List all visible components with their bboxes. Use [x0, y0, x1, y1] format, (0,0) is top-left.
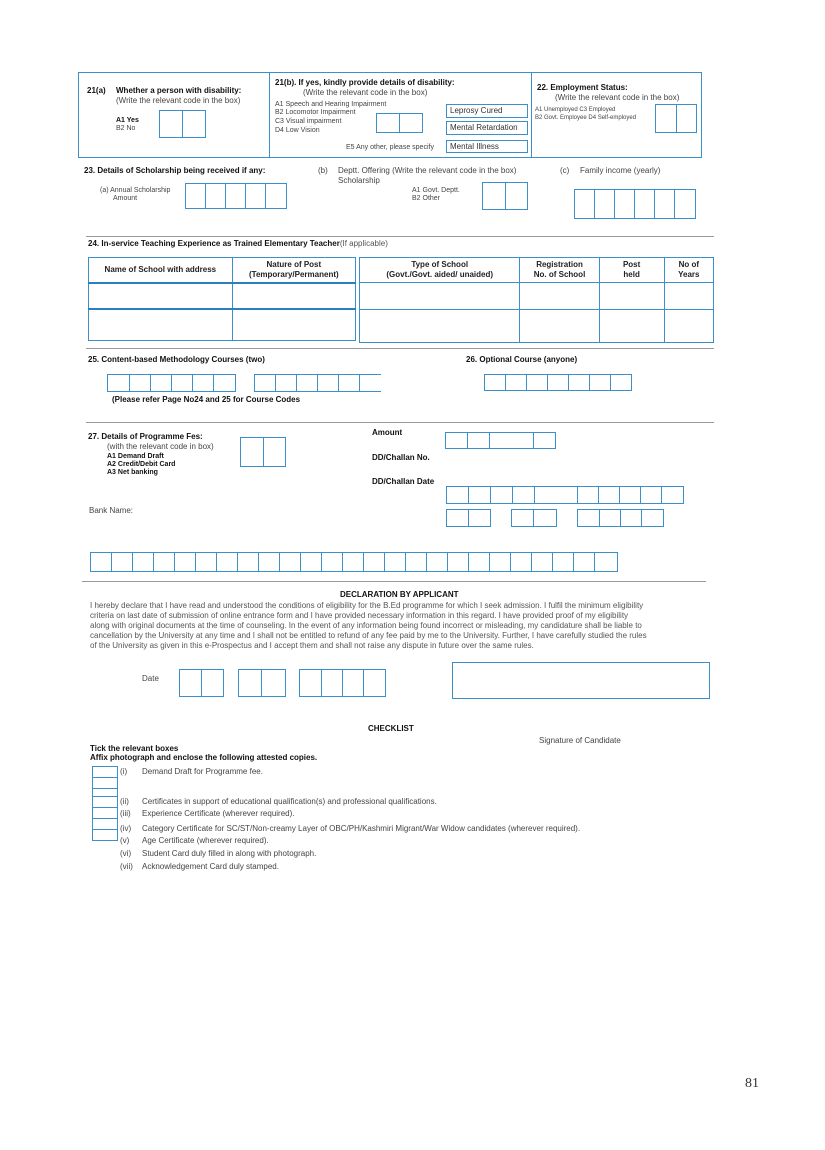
dd-challan-no-input[interactable] [446, 486, 688, 504]
page-number: 81 [745, 1076, 759, 1091]
mental-illness-option: Mental Illness [446, 140, 528, 153]
q21b-option: C3 Visual impairment [275, 118, 342, 125]
section-divider [86, 422, 714, 423]
checklist-item-num: (iii) [120, 809, 131, 818]
q23b-prefix: (b) [318, 166, 328, 175]
dd-challan-date-label: DD/Challan Date [372, 477, 435, 486]
checklist-item-num: (v) [120, 836, 130, 845]
post-nature-cell[interactable] [232, 283, 355, 309]
q21b-option: B2 Locomotor Impairment [275, 109, 356, 116]
scholarship-dept-input[interactable] [482, 182, 528, 210]
q22-code-input[interactable] [655, 104, 697, 133]
experience-table-right [359, 257, 714, 343]
q27-title: 27. Details of Programme Fes: [88, 432, 203, 441]
q21a-code-input[interactable] [159, 110, 205, 138]
col-header-school-type: Type of School (Govt./Govt. aided/ unaided) [360, 258, 520, 283]
q24-title-text: 24. In-service Teaching Experience as Trained Elementary Teacher [88, 239, 340, 248]
section-divider [86, 348, 714, 349]
family-income-input[interactable] [574, 189, 696, 219]
school-name-cell[interactable] [89, 283, 233, 309]
school-type-cell[interactable] [360, 310, 520, 343]
dd-date-year-input[interactable] [577, 509, 666, 527]
declaration-line: cancellation by the University at any time and I shall not be entitled to refund of any fee paid by me to the University. Further, I have carefully studied the rules [90, 631, 647, 640]
checklist-item-num: (iv) [120, 824, 132, 833]
q22-options-line2: B2 Govt. Employee D4 Self-employed [535, 115, 637, 121]
experience-table-left [88, 257, 356, 341]
q21a-hint: (Write the relevant code in the box) [116, 96, 241, 105]
checklist-item-text: Acknowledgement Card duly stamped. [142, 862, 279, 871]
q21a-option: B2 No [116, 125, 136, 132]
course-code-note: (Please refer Page No24 and 25 for Course Codes [112, 395, 301, 404]
checklist-item-num: (i) [120, 767, 128, 776]
q22-options-line1: A1 Unemployed C3 Employed [535, 107, 616, 113]
q23b-label: Deptt. Offering (Write the relevant code in the box) [338, 166, 517, 175]
signature-label: Signature of Candidate [539, 736, 621, 745]
q23b-option: B2 Other [412, 195, 441, 202]
q21b-option: A1 Speech and Hearing Impairment [275, 101, 387, 108]
date-year-input[interactable] [299, 669, 388, 697]
registration-cell[interactable] [520, 310, 599, 343]
declaration-line: I hereby declare that I have read and understood the conditions of eligibility for the B.Ed programme for which I seek admission. I fulfil the minimum eligibility [90, 601, 644, 610]
years-cell[interactable] [664, 283, 713, 310]
q23a-label: (a) Annual Scholarship [100, 187, 171, 194]
signature-box[interactable] [452, 662, 710, 699]
q23b-label-2: Scholarship [338, 176, 380, 185]
registration-cell[interactable] [520, 283, 599, 310]
q21b-code-input[interactable] [376, 113, 423, 133]
dd-date-month-input[interactable] [511, 509, 557, 527]
checklist-item-text: Experience Certificate (wherever required). [142, 809, 295, 818]
q23c-label: Family income (yearly) [580, 166, 661, 175]
q23b-option: A1 Govt. Deptt. [412, 187, 460, 194]
col-header-school: Name of School with address [89, 258, 233, 283]
checklist-item-text: Student Card duly filled in along with photograph. [142, 849, 317, 858]
q22-title: 22. Employment Status: [537, 83, 628, 92]
frame-divider [531, 73, 532, 157]
declaration-line: of the University as given in this e-Prospectus and I accept them and shall not raise any dispute in future over the same rules. [90, 641, 534, 650]
col-header-post-held: Post held [599, 258, 664, 283]
declaration-line: criteria on last date of submission of online entrance form and I have provided necessary information in this regard. I have provided proof of my eligibility [90, 611, 629, 620]
leprosy-cured-option: Leprosy Cured [446, 104, 528, 118]
checklist-item-num: (vii) [120, 862, 133, 871]
q27-hint: (with the relevant code in box) [107, 442, 214, 451]
frame-divider [269, 73, 270, 157]
section-divider [82, 581, 706, 582]
declaration-title: DECLARATION BY APPLICANT [340, 590, 459, 599]
optional-course-input[interactable] [484, 374, 638, 391]
q21b-hint: (Write the relevant code in the box) [303, 88, 428, 97]
date-month-input[interactable] [238, 669, 286, 697]
checklist-title: CHECKLIST [368, 724, 414, 733]
methodology-course-2-input[interactable] [254, 374, 386, 392]
col-header-registration: Registration No. of School [520, 258, 599, 283]
years-cell[interactable] [664, 310, 713, 343]
q21a-number: 21(a) [87, 86, 106, 95]
q21a-option: A1 Yes [116, 117, 139, 124]
bank-name-input[interactable] [90, 552, 637, 572]
checklist-affix-instruction: Affix photograph and enclose the following attested copies. [90, 753, 318, 762]
methodology-course-1-input[interactable] [107, 374, 240, 392]
q27-option: A3 Net banking [107, 469, 158, 476]
q26-title: 26. Optional Course (anyone) [466, 355, 578, 364]
amount-input[interactable] [445, 432, 556, 449]
q25-title: 25. Content-based Methodology Courses (two) [88, 355, 265, 364]
school-name-cell[interactable] [89, 309, 233, 341]
q21b-title: 21(b). If yes, kindly provide details of disability: [275, 78, 455, 87]
q21b-other: E5 Any other, please specify [346, 144, 434, 151]
dd-challan-no-label: DD/Challan No. [372, 453, 430, 462]
section-divider [86, 236, 714, 237]
q22-hint: (Write the relevant code in the box) [555, 93, 680, 102]
q21a-title: Whether a person with disability: [116, 86, 242, 95]
school-type-cell[interactable] [360, 283, 520, 310]
mental-retardation-option: Mental Retardation [446, 121, 528, 135]
bank-name-label: Bank Name: [89, 506, 134, 515]
q23a-label-2: Amount [113, 195, 138, 202]
date-label: Date [142, 674, 159, 683]
q23-title: 23. Details of Scholarship being received if any: [84, 166, 266, 175]
declaration-text [90, 601, 720, 651]
post-nature-cell[interactable] [232, 309, 355, 341]
q27-option: A2 Credit/Debit Card [107, 461, 176, 468]
col-header-post-nature: Nature of Post (Temporary/Permanent) [232, 258, 355, 283]
date-day-input[interactable] [179, 669, 224, 697]
checklist-item-text: Demand Draft for Programme fee. [142, 767, 263, 776]
q23c-prefix: (c) [560, 166, 570, 175]
col-header-years: No of Years [664, 258, 713, 283]
q24-suffix: (If applicable) [339, 239, 388, 248]
checklist-item-text: Certificates in support of educational qualification(s) and professional qualifications. [142, 797, 437, 806]
dd-date-day-input[interactable] [446, 509, 491, 527]
q27-option: A1 Demand Draft [107, 453, 164, 460]
amount-label: Amount [372, 428, 403, 437]
q21b-option: D4 Low Vision [275, 127, 320, 134]
checklist-tick-instruction: Tick the relevant boxes [90, 744, 179, 753]
checkbox-item-v[interactable] [92, 829, 118, 841]
post-held-cell[interactable] [599, 310, 664, 343]
checklist-item-num: (ii) [120, 797, 129, 806]
q24-title [88, 239, 388, 249]
checklist-item-num: (vi) [120, 849, 132, 858]
declaration-line: along with original documents at the time of counseling. In the event of any information being found incorrect or misleading, my candidature shall be liable to [90, 621, 642, 630]
scholarship-amount-input[interactable] [185, 183, 287, 209]
checklist-item-text: Age Certificate (wherever required). [142, 836, 269, 845]
post-held-cell[interactable] [599, 283, 664, 310]
fee-mode-input[interactable] [240, 437, 286, 467]
checklist-item-text: Category Certificate for SC/ST/Non-creamy Layer of OBC/PH/Kashmiri Migrant/War Widow candidates (wherever required). [142, 824, 581, 833]
